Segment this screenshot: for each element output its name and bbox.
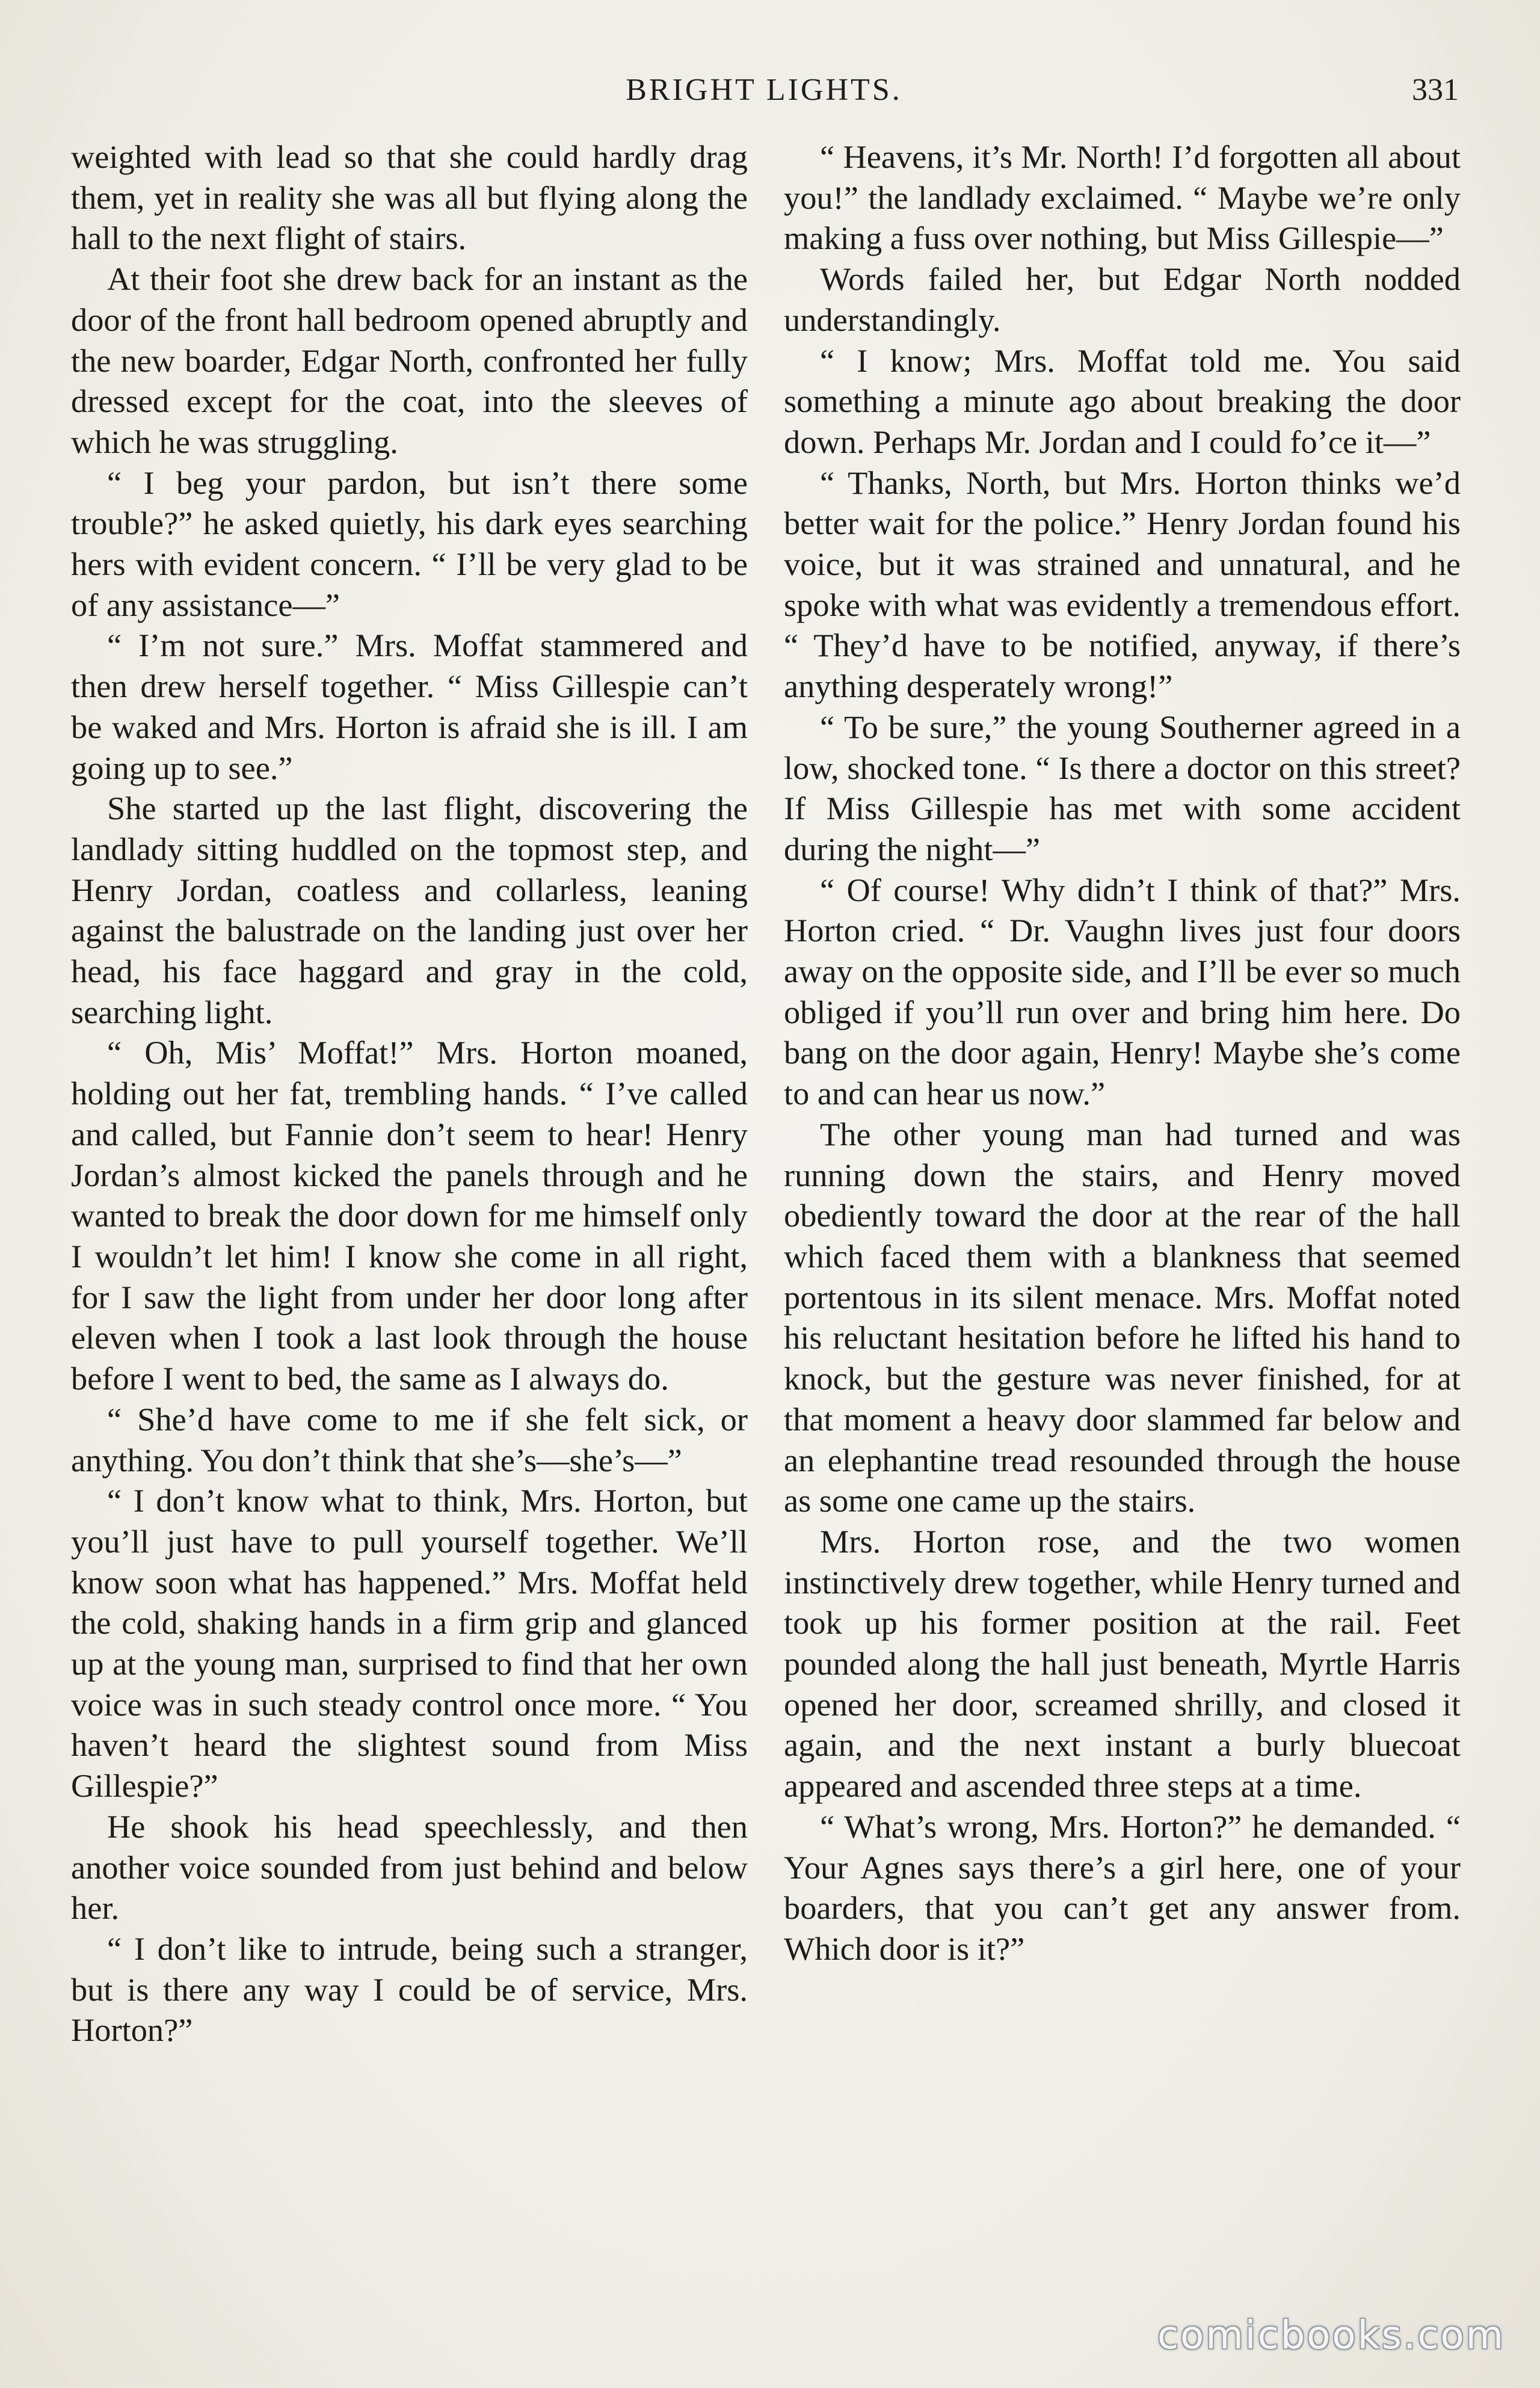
paragraph: “ I know; Mrs. Moffat told me. You said something a minute ago about breaking the door down. Perhaps Mr. Jordan and I could fo’ce it—” (784, 342, 1461, 460)
running-header (69, 66, 1459, 114)
paragraph: “ I beg your pardon, but isn’t there some trouble?” he asked quietly, his dark eyes searching hers with evident concern. “ I’ll be very glad to be of any assistance—” (71, 464, 748, 623)
paragraph: “ Thanks, North, but Mrs. Horton thinks we’d better wait for the police.” Henry Jordan found his voice, but it was strained and unnatural, and he spoke with what was evidently a tremendous effort. “ They’d have to be notified, anyway, if there’s anything desperately wrong!” (784, 464, 1461, 705)
paragraph: Words failed her, but Edgar North nodded understandingly. (784, 261, 1461, 338)
paragraph: The other young man had turned and was running down the stairs, and Henry moved obediently toward the door at the rear of the hall which faced them with a blankness that seemed portentous in its silent menace. Mrs. Moffat noted his reluctant hesitation before he lifted his hand to knock, but the gesture was never finished, for at that moment a heavy door slammed far below and an elephantine tread resounded through the house as some one came up the stairs. (784, 1116, 1461, 1519)
paragraph: “ I’m not sure.” Mrs. Moffat stammered and then drew herself together. “ Miss Gillespie can’t be waked and Mrs. Horton is afraid she is ill. I am going up to see.” (71, 627, 748, 786)
left-column (71, 137, 748, 2051)
paragraph: “ Of course! Why didn’t I think of that?” Mrs. Horton cried. “ Dr. Vaughn lives just four doors away on the opposite side, and I’ll be ever so much obliged if you’ll run over and bring him here. Do bang on the door again, Henry! Maybe she’s come to and can hear us now.” (784, 872, 1461, 1112)
watermark: comicbooks.com (1157, 2313, 1505, 2358)
paragraph: At their foot she drew back for an instant as the door of the front hall bedroom opened abruptly and the new boarder, Edgar North, confronted her fully dressed except for the coat, into the sleeves of which he was struggling. (71, 261, 748, 460)
paragraph: “ She’d have come to me if she felt sick, or anything. You don’t think that she’s—she’s—” (71, 1401, 748, 1479)
paragraph: She started up the last flight, discovering the landlady sitting huddled on the topmost step, and Henry Jordan, coatless and collarless, leaning against the balustrade on the landing just over her head, his face haggard and gray in the cold, searching light. (71, 790, 748, 1030)
paragraph: “ What’s wrong, Mrs. Horton?” he demanded. “ Your Agnes says there’s a girl here, one of your boarders, that you can’t get any answer from. Which door is it?” (784, 1808, 1461, 1967)
paragraph: He shook his head speechlessly, and then another voice sounded from just behind and below her. (71, 1808, 748, 1927)
running-title: BRIGHT LIGHTS. (626, 73, 902, 107)
paragraph: Mrs. Horton rose, and the two women instinctively drew together, while Henry turned and took up his former position at the rail. Feet pounded along the hall just beneath, Myrtle Harris opened her door, screamed shrilly, and closed it again, and the next instant a burly bluecoat appeared and ascended three steps at a time. (784, 1523, 1461, 1805)
paragraph: “ I don’t like to intrude, being such a stranger, but is there any way I could be of service, Mrs. Horton?” (71, 1930, 748, 2049)
page-number: 331 (1412, 73, 1459, 107)
paragraph: “ To be sure,” the young Southerner agreed in a low, shocked tone. “ Is there a doctor on this street? If Miss Gillespie has met with some accident during the night—” (784, 709, 1461, 867)
paragraph: “ Oh, Mis’ Moffat!” Mrs. Horton moaned, holding out her fat, trembling hands. “ I’ve called and called, but Fannie don’t seem to hear! Henry Jordan’s almost kicked the panels through and he wanted to break the door down for me himself only I wouldn’t let him! I know she come in all right, for I saw the light from under her door long after eleven when I took a last look through the house before I went to bed, the same as I always do. (71, 1035, 748, 1397)
paragraph: “ I don’t know what to think, Mrs. Horton, but you’ll just have to pull yourself together. We’ll know soon what has happened.” Mrs. Moffat held the cold, shaking hands in a firm grip and glanced up at the young man, surprised to find that her own voice was in such steady control once more. “ You haven’t heard the slightest sound from Miss Gillespie?” (71, 1483, 748, 1805)
paragraph: “ Heavens, it’s Mr. North! I’d forgotten all about you!” the landlady exclaimed. “ Maybe we’re only making a fuss over nothing, but Miss Gillespie—” (784, 139, 1461, 257)
right-column (784, 137, 1461, 1970)
paragraph: weighted with lead so that she could hardly drag them, yet in reality she was all but flying along the hall to the next flight of stairs. (71, 139, 748, 257)
